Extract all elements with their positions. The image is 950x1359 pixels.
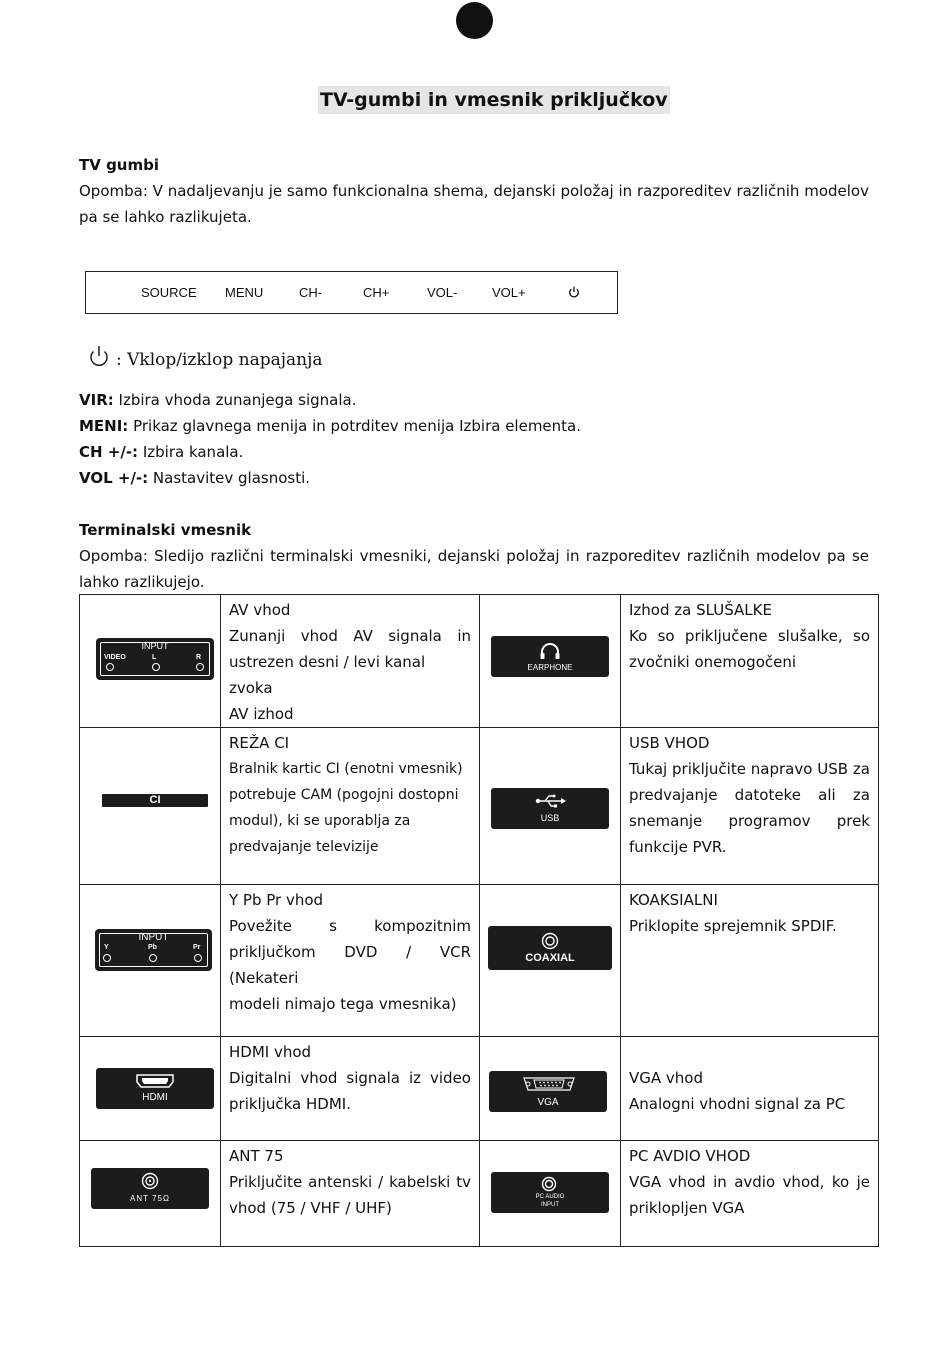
desc-vol [79, 465, 310, 491]
cell-line: funkcije PVR. [629, 838, 727, 856]
cell-title: KOAKSIALNI [629, 891, 718, 909]
desc-key: VIR: [79, 391, 114, 409]
desc-key: CH +/-: [79, 443, 139, 461]
desc-ch [79, 439, 243, 465]
icon-label: VIDEO [104, 654, 126, 661]
cell-line: VGA vhod in avdio vhod, ko je [629, 1173, 870, 1191]
hdmi-icon [96, 1068, 214, 1109]
icon-label-line: PC AUDIO [535, 1194, 565, 1200]
cell-title: ANT 75 [229, 1147, 284, 1165]
source-button-label: SOURCE [141, 285, 197, 300]
icon-label: L [152, 654, 157, 661]
usb-icon [491, 788, 609, 829]
desc-text: Nastavitev glasnosti. [148, 469, 311, 487]
hdmi-cell [221, 1037, 480, 1141]
cell-line: potrebuje CAM (pogojni dostopni [229, 787, 459, 803]
cell-line: zvočniki onemogočeni [629, 653, 797, 671]
ant-cell [221, 1141, 480, 1247]
power-icon [88, 345, 110, 369]
hdmi-icon-cell [80, 1037, 221, 1141]
icon-label: VGA [537, 1097, 559, 1108]
cell-line: modul), ki se uporablja za [229, 813, 411, 829]
desc-text: Prikaz glavnega menija in potrditev menija Izbira elementa. [128, 417, 582, 435]
desc-key: VOL +/-: [79, 469, 149, 487]
ypbpr-cell [221, 885, 480, 1037]
page-marker-dot [456, 2, 493, 39]
desc-text: Izbira kanala. [138, 443, 244, 461]
usb-cell [621, 728, 879, 885]
icon-label: R [196, 654, 202, 661]
cell-title: Y Pb Pr vhod [229, 891, 324, 909]
cell-line: Analogni vhodni signal za PC [629, 1095, 846, 1113]
cell-line: modeli nimajo tega vmesnika) [229, 995, 457, 1013]
menu-button-label: MENU [225, 285, 264, 300]
vol-plus-button-label: VOL+ [492, 285, 526, 300]
terminal-heading: Terminalski vmesnik [79, 521, 252, 539]
coaxial-icon-cell [480, 885, 621, 1037]
icon-label-line: INPUT [541, 1202, 559, 1208]
cell-line: snemanje programov prek [629, 812, 870, 830]
ypbpr-icon-cell [80, 885, 221, 1037]
icon-label: HDMI [142, 1092, 168, 1103]
icon-label: Y [104, 944, 109, 951]
cell-title: PC AVDIO VHOD [629, 1147, 751, 1165]
cell-line: Digitalni vhod signala iz video [229, 1069, 471, 1087]
icon-label: EARPHONE [527, 663, 573, 672]
av-input-icon-cell [80, 595, 221, 728]
usb-icon-cell [480, 728, 621, 885]
power-icon [568, 286, 580, 298]
ch-plus-button-label: CH+ [363, 285, 390, 300]
ci-icon-cell [80, 728, 221, 885]
vga-icon-cell [480, 1037, 621, 1141]
tv-buttons-note: Opomba: V nadaljevanju je samo funkcionalna shema, dejanski položaj in razporeditev različnih modelov pa se lahko razlikujeta. [79, 182, 869, 226]
earphone-icon-cell [480, 595, 621, 728]
vol-minus-button-label: VOL- [427, 285, 458, 300]
icon-label: Pr [193, 944, 201, 951]
cell-line: AV izhod [229, 705, 294, 723]
ci-slot-cell [221, 728, 480, 885]
av-input-icon [96, 638, 214, 680]
tv-button-panel [85, 271, 618, 314]
cell-title: AV vhod [229, 601, 291, 619]
earphone-icon [491, 636, 609, 677]
cell-line: Priklopite sprejemnik SPDIF. [629, 917, 837, 935]
cell-line: ustrezen desni / levi kanal zvoka [229, 653, 426, 697]
terminal-table [79, 594, 879, 1247]
pc-audio-icon-cell [480, 1141, 621, 1247]
desc-text: Izbira vhoda zunanjega signala. [113, 391, 357, 409]
icon-label: USB [540, 813, 560, 823]
terminal-note: Opomba: Sledijo različni terminalski vmesniki, dejanski položaj in razporeditev različnih modelov pa se lahko razlikujejo. [79, 547, 869, 591]
power-caption: : Vklop/izklop napajanja [116, 350, 323, 370]
icon-label: ANT 75Ω [130, 1194, 170, 1203]
icon-label: INPUT [138, 932, 169, 943]
tv-buttons-heading: TV gumbi [79, 156, 159, 174]
ant-icon-cell [80, 1141, 221, 1247]
cell-title: VGA vhod [629, 1069, 703, 1087]
av-input-cell [221, 595, 480, 728]
pc-audio-icon [491, 1172, 609, 1213]
desc-meni [79, 413, 581, 439]
antenna-icon [91, 1168, 209, 1209]
cell-line: predvajanje datoteke ali za [629, 786, 870, 804]
vga-icon [489, 1071, 607, 1112]
cell-title: REŽA CI [229, 734, 290, 752]
icon-label: Pb [148, 944, 157, 951]
cell-line: Zunanji vhod AV signala in [229, 627, 471, 645]
cell-line: priklopljen VGA [629, 1199, 745, 1217]
earphone-cell [621, 595, 879, 728]
icon-label: COAXIAL [525, 952, 575, 964]
coaxial-cell [621, 885, 879, 1037]
cell-title: USB VHOD [629, 734, 710, 752]
cell-title: HDMI vhod [229, 1043, 312, 1061]
page-title: TV-gumbi in vmesnik priključkov [318, 86, 670, 114]
cell-line: priključkom DVD / VCR (Nekateri [229, 943, 471, 987]
desc-vir [79, 387, 356, 413]
cell-line: priključka HDMI. [229, 1095, 351, 1113]
vga-cell [621, 1037, 879, 1141]
cell-line: predvajanje televizije [229, 839, 379, 855]
ch-minus-button-label: CH- [299, 285, 323, 300]
ypbpr-input-icon [95, 929, 212, 971]
cell-line: Bralnik kartic CI (enotni vmesnik) [229, 761, 463, 777]
icon-label: INPUT [141, 641, 169, 651]
pc-audio-cell [621, 1141, 879, 1247]
cell-line: Priključite antenski / kabelski tv [229, 1173, 471, 1191]
desc-key: MENI: [79, 417, 129, 435]
ci-slot-icon: CI [102, 794, 208, 807]
cell-line: Tukaj priključite napravo USB za [629, 760, 870, 778]
cell-title: Izhod za SLUŠALKE [629, 601, 772, 619]
cell-line: Ko so priključene slušalke, so [629, 627, 870, 645]
icon-label [491, 1193, 609, 1209]
cell-line: Povežite s kompozitnim [229, 917, 471, 935]
coaxial-icon [488, 926, 612, 970]
cell-line: vhod (75 / VHF / UHF) [229, 1199, 392, 1217]
